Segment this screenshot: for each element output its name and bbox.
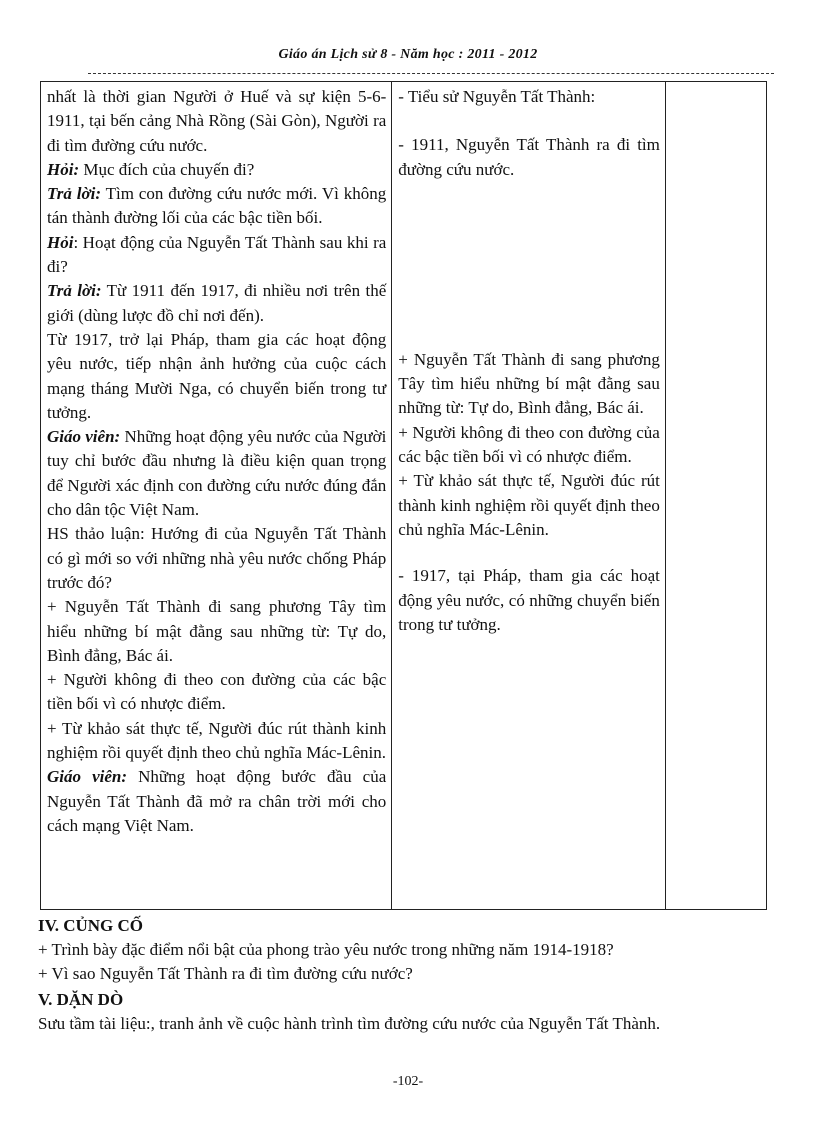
paragraph: Hỏi: Mục đích của chuyến đi? [47, 159, 255, 179]
paragraph: Trả lời: Tìm con đường cứu nước mới. Vì không tán thành đường lối của các bậc tiền bối. [47, 184, 387, 228]
paragraph: + Từ khảo sát thực tế, Người đúc rút thành kinh nghiệm rồi quyết định theo chủ nghĩa Mác-Lênin. [398, 471, 660, 539]
paragraph: Từ 1917, trở lại Pháp, tham gia các hoạt động yêu nước, tiếp nhận ảnh hưởng của cuộc cách mạng tháng Mười Nga, có chuyển biến trong tư tưởng. [47, 329, 387, 422]
page-number: -102- [392, 1074, 424, 1089]
header-divider [88, 73, 774, 74]
notes-cell [665, 82, 766, 910]
paragraph: HS thảo luận: Hướng đi của Nguyễn Tất Thành có gì mới so với những nhà yêu nước chống Pháp trước đó? [47, 524, 387, 592]
teacher-student-activity-cell [41, 82, 392, 910]
paragraph: Hỏi: Hoạt động của Nguyễn Tất Thành sau khi ra đi? [47, 232, 387, 277]
paragraph: + Người không đi theo con đường của các bậc tiền bối vì có nhược điểm. [398, 422, 660, 467]
section-consolidation [38, 914, 768, 986]
paragraph: - 1917, tại Pháp, tham gia các hoạt động yêu nước, có những chuyển biến trong tư tưởng. [398, 566, 660, 634]
paragraph: - Tiểu sử Nguyễn Tất Thành: [398, 87, 596, 106]
list-item: + Vì sao Nguyễn Tất Thành ra đi tìm đường cứu nước? [38, 964, 413, 983]
paragraph: Giáo viên: Những hoạt động bước đầu của Nguyễn Tất Thành đã mở ra chân trời mới cho cách mạng Việt Nam. [47, 767, 387, 835]
paragraph: + Nguyễn Tất Thành đi sang phương Tây tìm hiểu những bí mật đằng sau những từ: Tự do, Bình đẳng, Bác ái. [47, 597, 387, 665]
paragraph: Sưu tầm tài liệu:, tranh ảnh về cuộc hành trình tìm đường cứu nước của Nguyễn Tất Thành. [38, 1014, 661, 1033]
paragraph: + Người không đi theo con đường của các bậc tiền bối vì có nhược điểm. [47, 670, 387, 714]
table-row [41, 82, 767, 910]
paragraph: + Nguyễn Tất Thành đi sang phương Tây tìm hiểu những bí mật đằng sau những từ: Tự do, Bình đẳng, Bác ái. [398, 349, 660, 418]
lesson-table [40, 81, 767, 910]
list-item: + Trình bày đặc điểm nổi bật của phong trào yêu nước trong những năm 1914-1918? [38, 940, 614, 959]
section-heading: IV. CỦNG CỐ [38, 916, 144, 935]
paragraph: Trả lời: Từ 1911 đến 1917, đi nhiều nơi trên thế giới (dùng lược đồ chỉ nơi đến). [47, 281, 387, 325]
section-heading: V. DẶN DÒ [38, 990, 124, 1009]
knowledge-content-cell [392, 82, 666, 910]
paragraph: - 1911, Nguyễn Tất Thành ra đi tìm đường cứu nước. [398, 135, 660, 179]
section-homework [38, 988, 768, 1036]
page-header: Giáo án Lịch sử 8 - Năm học : 2011 - 2012 [278, 47, 538, 62]
paragraph: Giáo viên: Những hoạt động yêu nước của Người tuy chỉ bước đầu nhưng là điều kiện quan trọng để Người xác định con đường cứu nước đúng đắn cho dân tộc Việt Nam. [47, 427, 387, 520]
paragraph: + Từ khảo sát thực tế, Người đúc rút thành kinh nghiệm rồi quyết định theo chủ nghĩa Mác-Lênin. [47, 718, 387, 763]
paragraph: nhất là thời gian Người ở Huế và sự kiện 5-6-1911, tại bến cảng Nhà Rồng (Sài Gòn), Người ra đi tìm đường cứu nước. [47, 87, 387, 155]
